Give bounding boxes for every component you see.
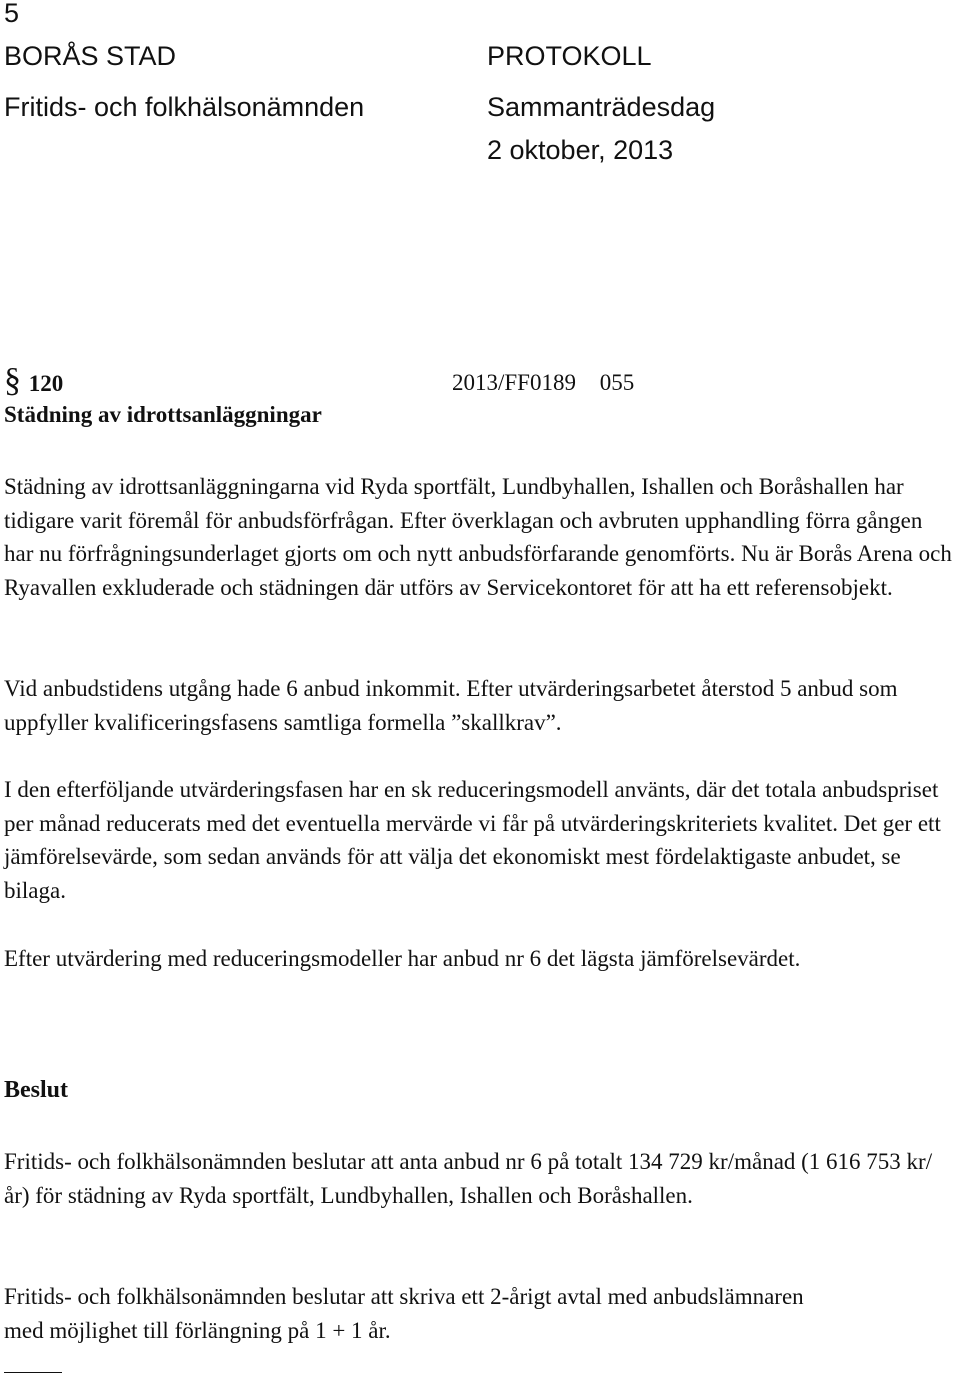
body-paragraph-1-part-a: Städning av idrottsanläggningarna vid Ryda sportfält, Lundbyhallen, Ishallen och Boråshallen har tidigare varit föremål för anbudsförfrågan. Efter överklagan och avbruten upphandling förra gången har nu förfrågningsunderlaget gjorts om och nytt anbudsförfarande genomförts.	[4, 474, 923, 566]
meeting-date: 2 oktober, 2013	[487, 135, 674, 165]
item-title: Städning av idrottsanläggningar	[4, 402, 322, 427]
footer-rule	[4, 1372, 62, 1373]
decision-paragraph-1: Fritids- och folkhälsonämnden beslutar att anta anbud nr 6 på totalt 134 729 kr/månad (1 616 753 kr/år) för städning av Ryda sportfält, Lundbyhallen, Ishallen och Boråshallen.	[4, 1149, 933, 1208]
document-type: PROTOKOLL	[487, 41, 652, 71]
case-reference	[452, 370, 634, 396]
page-number: 5	[4, 0, 20, 28]
case-code: 055	[599, 370, 635, 395]
organization-name: BORÅS STAD	[4, 41, 177, 71]
body-paragraph-1-part-b: Nu är Borås Arena och Ryavallen exkluderade och städningen där utförs av Servicekontoret för att ha ett referensobjekt.	[4, 541, 952, 600]
meeting-label: Sammanträdesdag	[487, 92, 716, 122]
body-paragraph-2: Vid anbudstidens utgång hade 6 anbud inkommit. Efter utvärderingsarbetet återstod 5 anbud som uppfyller kvalificeringsfasens samtliga formella ”skallkrav”.	[4, 676, 898, 735]
body-paragraph-3: I den efterföljande utvärderingsfasen har en sk reduceringsmodell använts, där det totala anbudspriset per månad reducerats med det eventuella mervärde vi får på utvärderingskriteriets kvalitet. Det ger ett jämförelsevärde, som sedan används för att välja det ekonomiskt mest fördelaktigaste anbudet, se bilaga.	[4, 777, 941, 903]
body-paragraph-4: Efter utvärdering med reduceringsmodeller har anbud nr 6 det lägsta jämförelsevärdet.	[4, 946, 801, 971]
decision-heading: Beslut	[4, 1077, 69, 1103]
section-sign: §	[4, 362, 21, 399]
item-number: 120	[28, 371, 64, 396]
decision-paragraph-2: Fritids- och folkhälsonämnden beslutar att skriva ett 2-årigt avtal med anbudslämnaren med möjlighet till förlängning på 1 + 1 år.	[4, 1284, 804, 1343]
board-name: Fritids- och folkhälsonämnden	[4, 92, 365, 122]
case-number: 2013/FF0189	[452, 370, 576, 395]
item-heading	[4, 362, 63, 400]
body-paragraph-1	[4, 470, 954, 604]
